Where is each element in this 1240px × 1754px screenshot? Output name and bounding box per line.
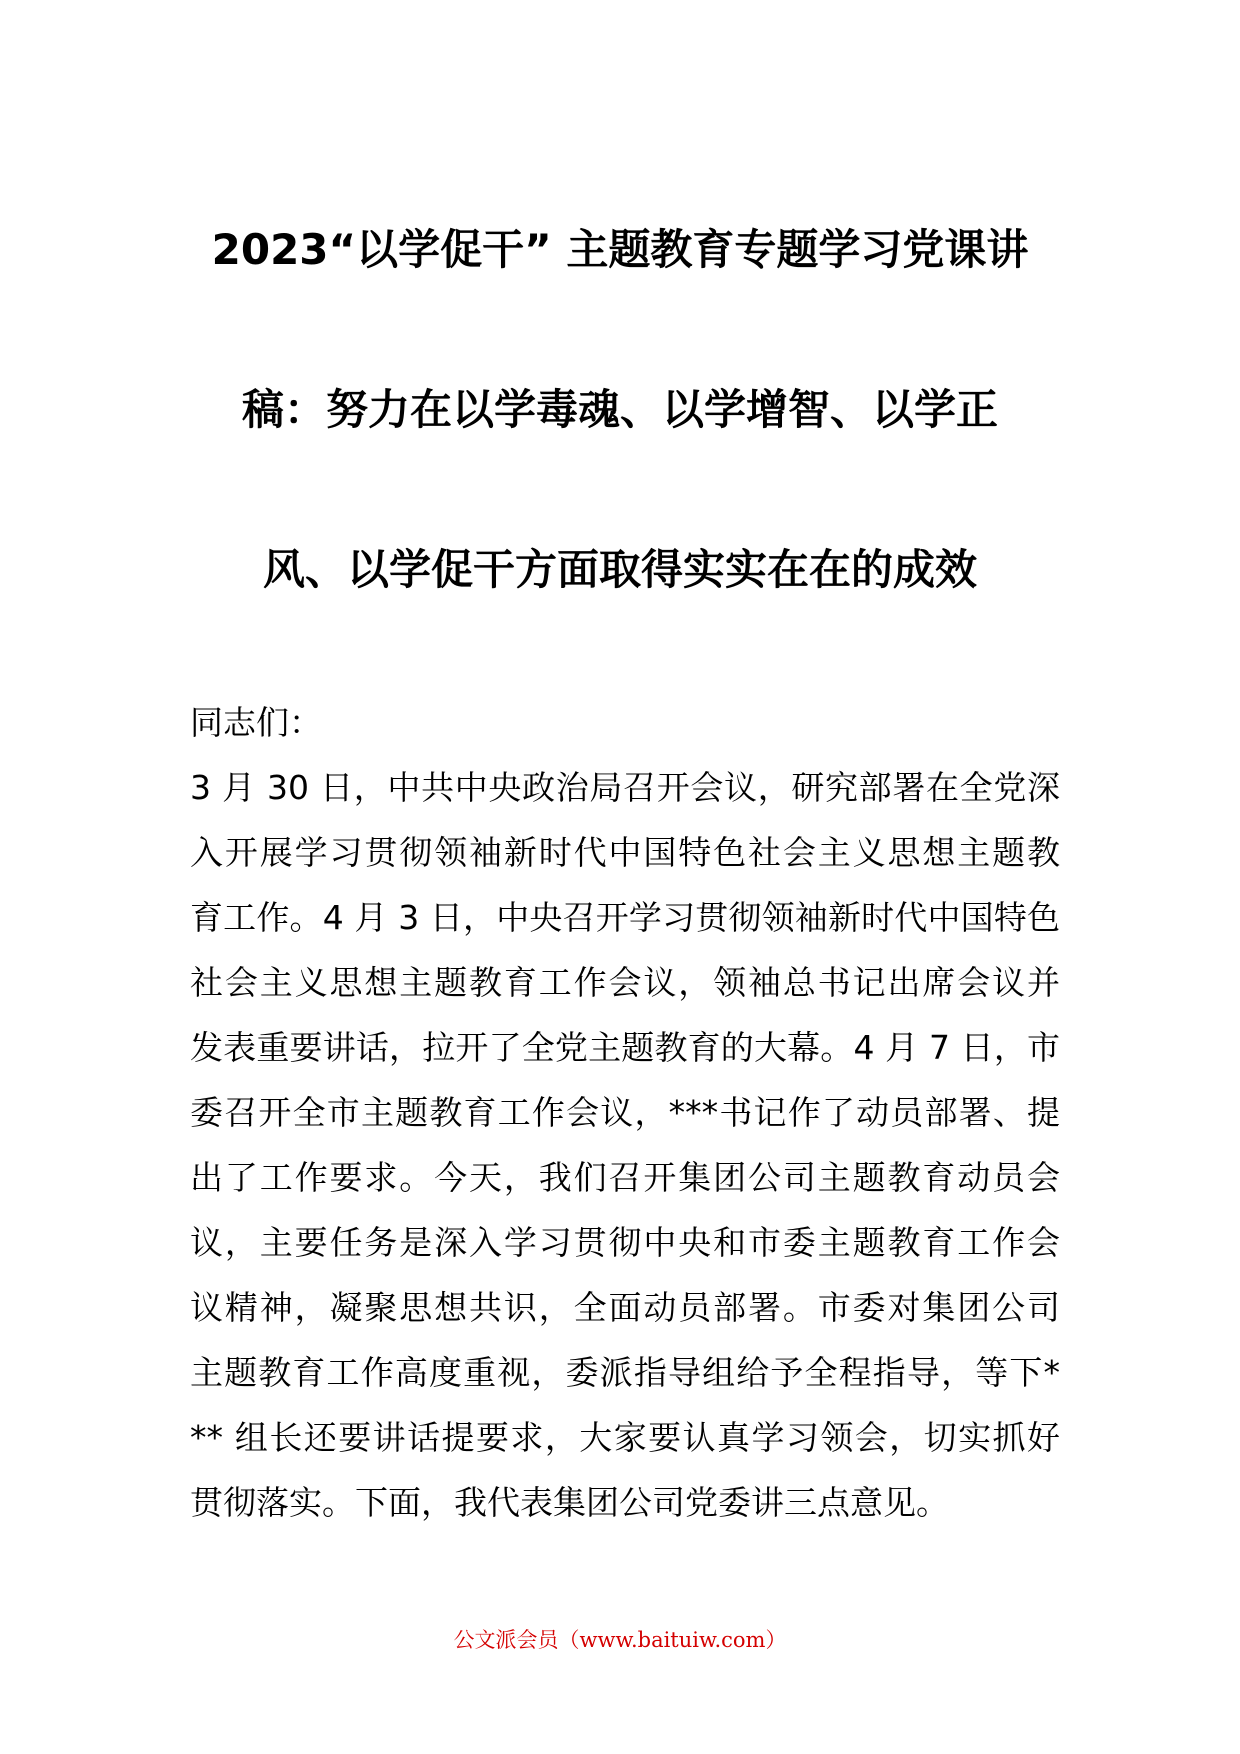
document-title <box>180 170 1060 650</box>
paragraph-line: 社会主义思想主题教育工作会议，领袖总书记出席会议并 <box>190 963 1060 1002</box>
paragraph-line: 议精神，凝聚思想共识，全面动员部署。市委对集团公司 <box>190 1288 1060 1327</box>
title-line-3: 风、以学促干方面取得实实在在的成效 <box>262 545 977 594</box>
paragraph-line: 育工作。4 月 3 日，中央召开学习贯彻领袖新时代中国特色 <box>190 898 1060 937</box>
paragraph-line: 入开展学习贯彻领袖新时代中国特色社会主义思想主题教 <box>190 833 1060 872</box>
paragraph-line: 3 月 30 日，中共中央政治局召开会议，研究部署在全党深 <box>190 768 1060 807</box>
paragraph-line: 委召开全市主题教育工作会议，***书记作了动员部署、提 <box>190 1093 1060 1132</box>
title-line-1: 2023“以学促干” 主题教育专题学习党课讲 <box>211 225 1029 274</box>
salutation: 同志们： <box>190 703 322 742</box>
document-body <box>190 690 1060 1535</box>
paragraph-line: 出了工作要求。今天，我们召开集团公司主题教育动员会 <box>190 1158 1060 1197</box>
paragraph-line: 议，主要任务是深入学习贯彻中央和市委主题教育工作会 <box>190 1223 1060 1262</box>
paragraph-line: 发表重要讲话，拉开了全党主题教育的大幕。4 月 7 日，市 <box>190 1028 1060 1067</box>
paragraph-line: ** 组长还要讲话提要求，大家要认真学习领会，切实抓好 <box>190 1418 1060 1457</box>
title-line-2: 稿：努力在以学毒魂、以学增智、以学正 <box>241 385 998 434</box>
paragraph-line: 主题教育工作高度重视，委派指导组给予全程指导，等下* <box>190 1353 1060 1392</box>
paragraph-line: 贯彻落实。下面，我代表集团公司党委讲三点意见。 <box>190 1483 949 1522</box>
footer-watermark: 公文派会员（www.baituiw.com） <box>453 1628 787 1652</box>
